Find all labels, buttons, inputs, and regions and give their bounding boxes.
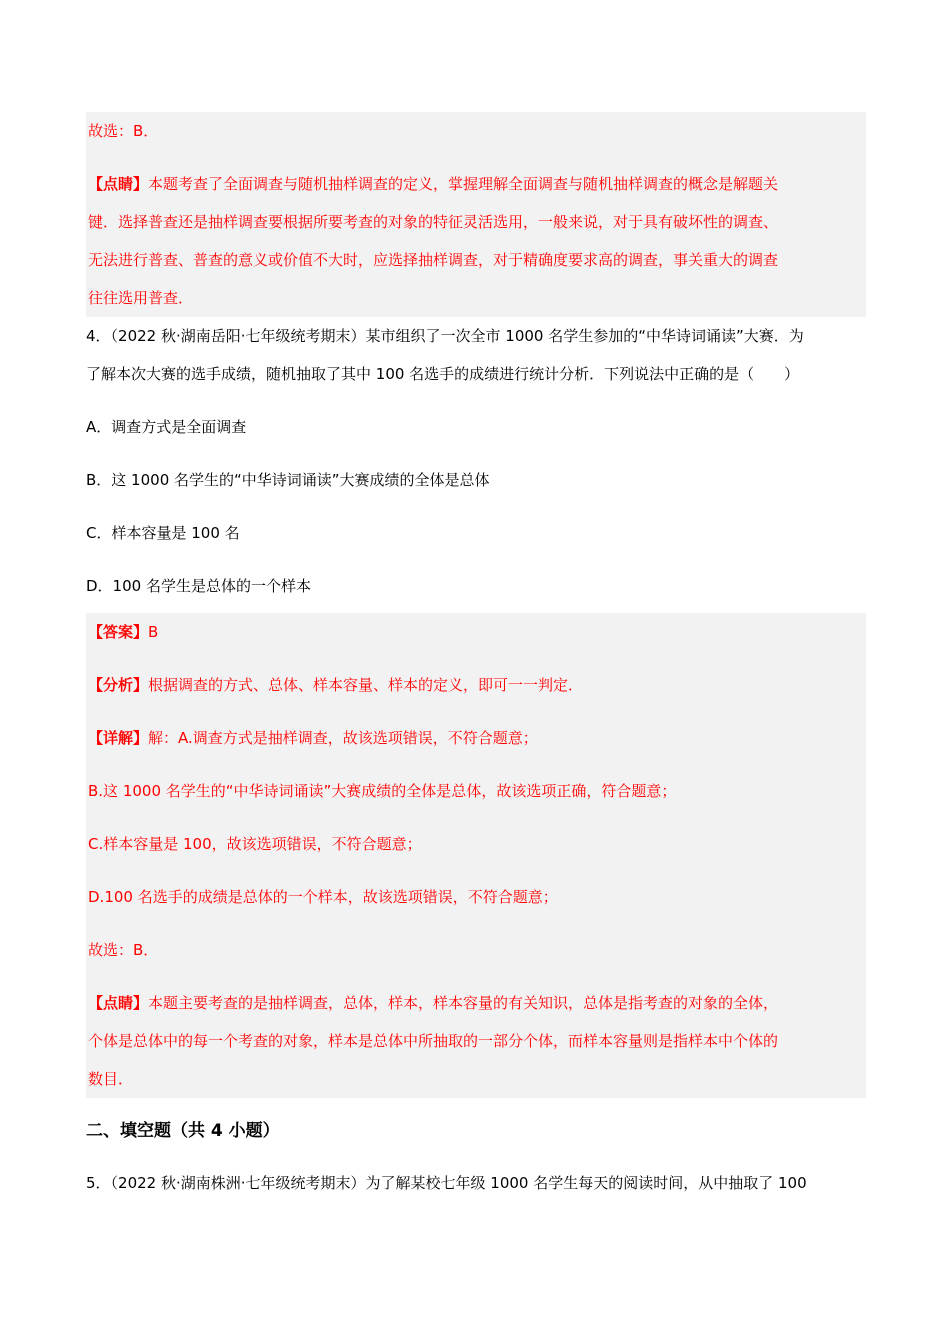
comment-line-1 xyxy=(88,165,866,203)
solution-block-q3 xyxy=(86,112,866,317)
detail-label: 【详解】 xyxy=(88,729,149,747)
detail-line-1 xyxy=(88,719,866,757)
comment-line-2: 键．选择普查还是抽样调查要根据所要考查的对象的特征灵活选用，一般来说，对于具有破坏性的调查、 xyxy=(88,213,779,231)
comment-line-3: 无法进行普查、普查的意义或价值不大时，应选择抽样调查，对于精确度要求高的调查，事关重大的调查 xyxy=(88,251,779,269)
question-4-line-1: 4．（2022 秋·湖南岳阳·七年级统考期末）某市组织了一次全市 1000 名学生参加的“中华诗词诵读”大赛．为 xyxy=(86,327,804,345)
comment-text: 本题主要考查的是抽样调查，总体，样本，样本容量的有关知识，总体是指考查的对象的全体， xyxy=(148,994,779,1012)
option-d: D．100 名学生是总体的一个样本 xyxy=(86,577,311,595)
detail-line-4: D.100 名选手的成绩是总体的一个样本，故该选项错误，不符合题意； xyxy=(88,888,558,906)
conclusion-text: 故选：B． xyxy=(88,941,159,959)
comment-label: 【点睛】 xyxy=(88,175,149,193)
comment-text: 本题考查了全面调查与随机抽样调查的定义，掌握理解全面调查与随机抽样调查的概念是解题关 xyxy=(148,175,779,193)
option-b: B．这 1000 名学生的“中华诗词诵读”大赛成绩的全体是总体 xyxy=(86,471,490,489)
comment-label: 【点睛】 xyxy=(88,994,149,1012)
option-c: C．样本容量是 100 名 xyxy=(86,524,240,542)
comment-line-1 xyxy=(88,984,866,1022)
question-5-line-1: 5．（2022 秋·湖南株洲·七年级统考期末）为了解某校七年级 1000 名学生每天的阅读时间，从中抽取了 100 xyxy=(86,1174,807,1192)
option-a: A．调查方式是全面调查 xyxy=(86,418,247,436)
analysis-label: 【分析】 xyxy=(88,676,149,694)
analysis-text: 根据调查的方式、总体、样本容量、样本的定义，即可一一判定． xyxy=(148,676,584,694)
analysis-line xyxy=(88,666,866,704)
comment-line-2: 个体是总体中的每一个考查的对象，样本是总体中所抽取的一部分个体，而样本容量则是指样本中个体的 xyxy=(88,1032,779,1050)
question-4-line-2: 了解本次大赛的选手成绩，随机抽取了其中 100 名选手的成绩进行统计分析．下列说法中正确的是（ ） xyxy=(86,365,800,383)
section-title: 二、填空题（共 4 小题） xyxy=(86,1121,280,1141)
conclusion-text: 故选：B． xyxy=(88,122,159,140)
detail-line-3: C.样本容量是 100，故该选项错误，不符合题意； xyxy=(88,835,422,853)
comment-line-4: 往往选用普查． xyxy=(88,289,194,307)
document-page xyxy=(86,112,866,1202)
answer-line xyxy=(88,613,866,651)
solution-block-q4 xyxy=(86,613,866,1098)
question-4 xyxy=(86,317,866,605)
answer-value: B xyxy=(148,623,159,641)
comment-line-3: 数目． xyxy=(88,1070,134,1088)
answer-label: 【答案】 xyxy=(88,623,149,641)
detail-line-2: B.这 1000 名学生的“中华诗词诵读”大赛成绩的全体是总体，故该选项正确，符合题意； xyxy=(88,782,677,800)
detail-text: 解：A.调查方式是抽样调查，故该选项错误，不符合题意； xyxy=(148,729,538,747)
